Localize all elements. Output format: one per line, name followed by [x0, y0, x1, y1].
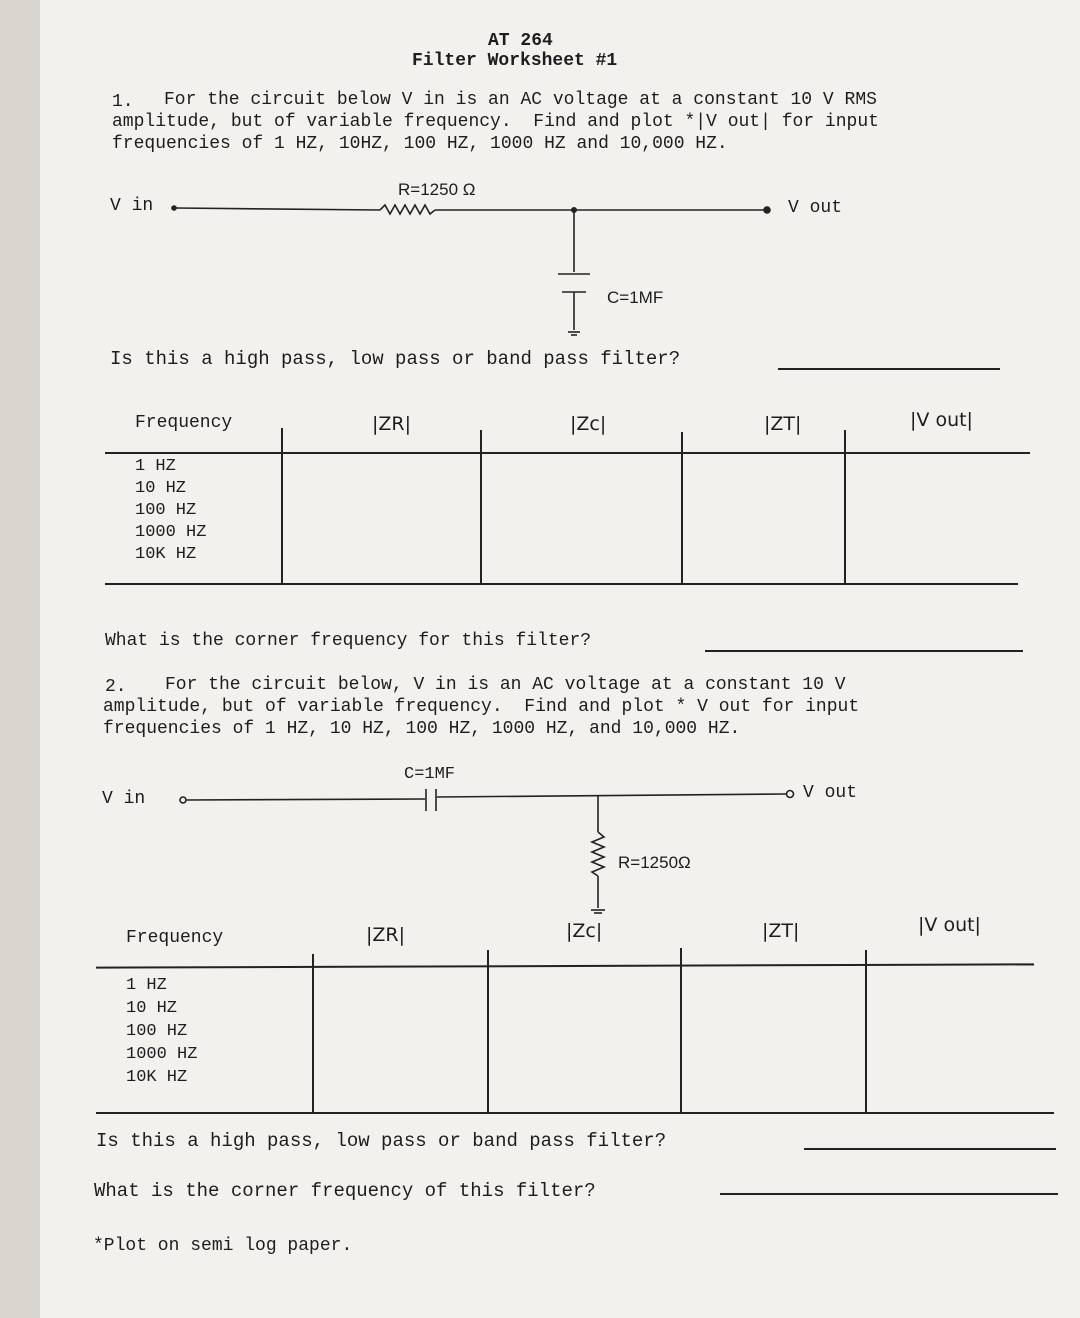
circuit1-vout-label: V out	[788, 198, 843, 218]
table1-col-divider-3	[681, 432, 683, 584]
table2-col-divider-2	[487, 950, 489, 1113]
problem2-answer-line-type[interactable]	[804, 1148, 1056, 1150]
problem2-question-corner: What is the corner frequency of this filter?	[94, 1180, 596, 1202]
problem2-text-line1: For the circuit below, V in is an AC voltage at a constant 10 V	[165, 675, 846, 695]
problem1-text-line2: amplitude, but of variable frequency. Find and plot *|V out| for input	[112, 112, 879, 132]
table2-header-zr: |ZR|	[366, 924, 406, 946]
table2-row-1000hz: 1000 HZ	[126, 1045, 198, 1064]
problem2-number: 2.	[105, 677, 127, 697]
table2-col-divider-1	[312, 954, 314, 1113]
problem1-question-corner: What is the corner frequency for this filter?	[105, 631, 592, 651]
table2-bottom-rule	[96, 1112, 1054, 1114]
table2-header-vout: |V out|	[918, 914, 981, 936]
footnote-semi-log: *Plot on semi log paper.	[93, 1236, 353, 1256]
table1-col-divider-4	[844, 430, 846, 584]
table1-col-divider-1	[281, 428, 283, 584]
table2-col-divider-4	[865, 950, 867, 1113]
problem1-answer-line-type[interactable]	[778, 368, 1000, 370]
table1-bottom-rule	[105, 583, 1018, 585]
table1-header-zr: |ZR|	[372, 413, 412, 435]
table2-col-divider-3	[680, 948, 682, 1113]
problem1-text-line1: For the circuit below V in is an AC voltage at a constant 10 V RMS	[164, 90, 877, 110]
circuit2-resistor-label: R=1250Ω	[618, 853, 691, 872]
table2-row-1hz: 1 HZ	[126, 976, 167, 995]
table1-row-100hz: 100 HZ	[135, 501, 197, 520]
problem1-answer-line-corner[interactable]	[705, 650, 1023, 652]
problem2-text-line2: amplitude, but of variable frequency. Find and plot * V out for input	[103, 697, 860, 717]
problem1-number: 1.	[112, 92, 134, 112]
problem2-question-type: Is this a high pass, low pass or band pass filter?	[96, 1130, 667, 1152]
table1-header-vout: |V out|	[910, 409, 973, 431]
problem2-answer-line-corner[interactable]	[720, 1193, 1058, 1195]
course-code: AT 264	[488, 31, 553, 51]
table2-header-frequency: Frequency	[126, 928, 224, 948]
table2-header-zc: |Zc|	[566, 920, 603, 942]
problem1-question-type: Is this a high pass, low pass or band pass filter?	[110, 348, 681, 370]
table1-row-10khz: 10K HZ	[135, 545, 197, 564]
circuit2-capacitor-label: C=1MF	[404, 765, 456, 784]
problem1-text-line3: frequencies of 1 HZ, 10HZ, 100 HZ, 1000 HZ and 10,000 HZ.	[112, 134, 728, 154]
table2-row-10hz: 10 HZ	[126, 999, 178, 1018]
table1-row-1hz: 1 HZ	[135, 457, 176, 476]
circuit2-vout-label: V out	[803, 783, 858, 803]
table2-row-100hz: 100 HZ	[126, 1022, 188, 1041]
table1-header-rule	[105, 452, 1030, 454]
table1-header-zc: |Zc|	[570, 413, 607, 435]
table2-row-10khz: 10K HZ	[126, 1068, 188, 1087]
circuit1-resistor-label: R=1250 Ω	[398, 180, 476, 199]
table1-header-zt: |ZT|	[764, 413, 802, 435]
problem2-text-line3: frequencies of 1 HZ, 10 HZ, 100 HZ, 1000 HZ, and 10,000 HZ.	[103, 719, 741, 739]
circuit1-vin-label: V in	[110, 196, 154, 216]
table1-header-frequency: Frequency	[135, 413, 233, 433]
worksheet-page	[40, 0, 1080, 1318]
circuit2-vin-label: V in	[102, 789, 146, 809]
table2-header-zt: |ZT|	[762, 920, 800, 942]
table1-row-1000hz: 1000 HZ	[135, 523, 207, 542]
worksheet-title: Filter Worksheet #1	[412, 51, 618, 71]
table1-col-divider-2	[480, 430, 482, 584]
circuit1-capacitor-label: C=1MF	[607, 288, 664, 307]
table1-row-10hz: 10 HZ	[135, 479, 187, 498]
